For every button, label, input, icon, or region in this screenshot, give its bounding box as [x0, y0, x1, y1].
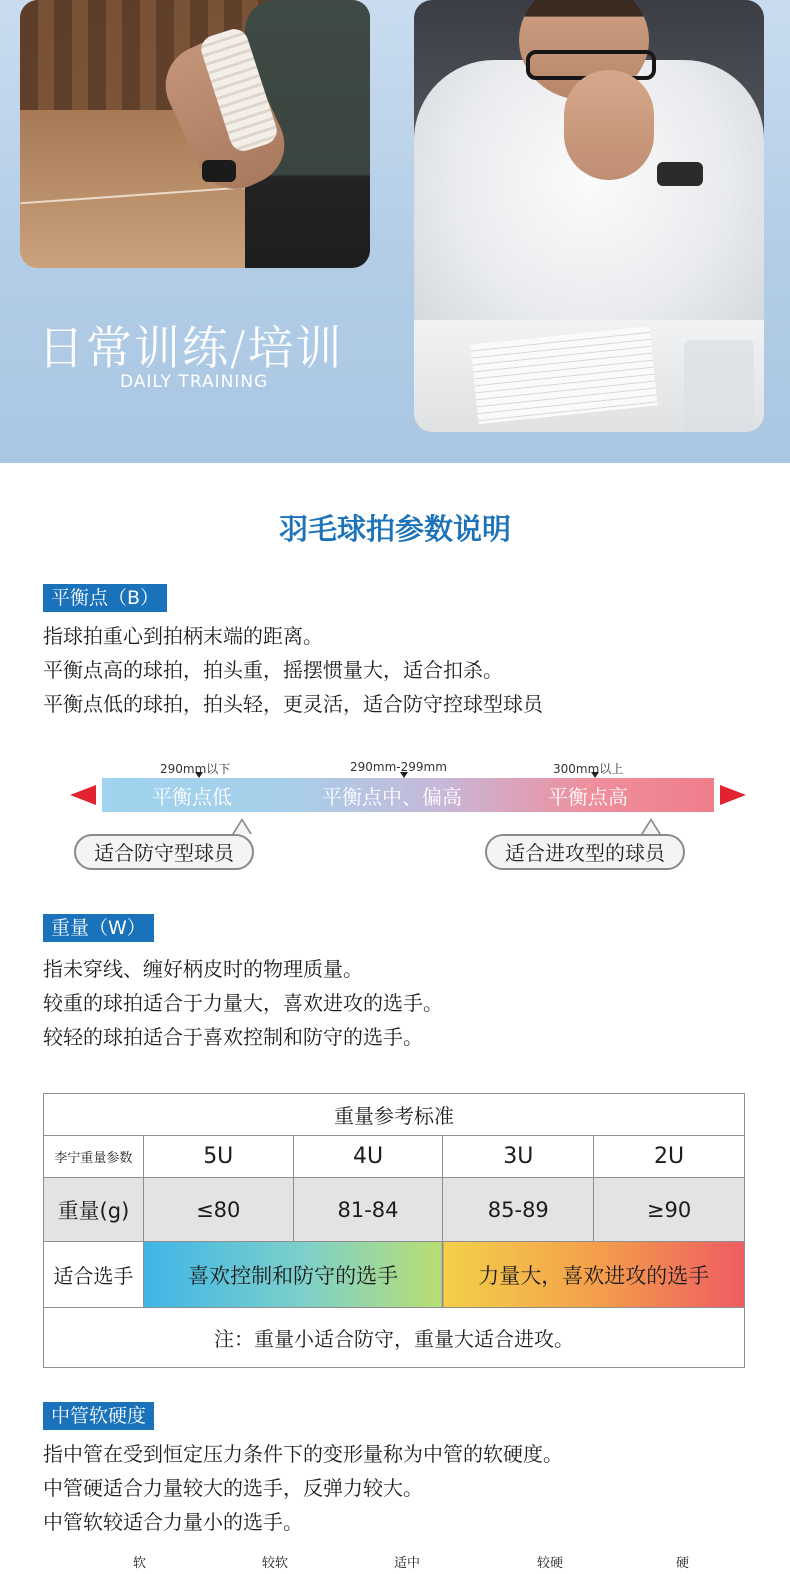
- photo-watch: [657, 162, 703, 186]
- table-row: [44, 1178, 745, 1242]
- label-high: 平衡点高: [548, 785, 628, 809]
- row-header: 李宁重量参数: [44, 1136, 144, 1178]
- balance-scale: [0, 752, 790, 882]
- page-title: 羽毛球拍参数说明: [278, 512, 511, 546]
- weight-line: 指未穿线、缠好柄皮时的物理质量。: [43, 957, 363, 981]
- weight-cell: ≤80: [143, 1178, 293, 1242]
- shaft-description: [43, 1437, 563, 1539]
- photo-desk: [414, 320, 764, 432]
- table-note: 注：重量小适合防守，重量大适合进攻。: [44, 1308, 745, 1368]
- range-mid: 290mm-299mm: [350, 760, 447, 774]
- balance-line: 平衡点低的球拍，拍头轻，更灵活，适合防守控球型球员: [43, 692, 543, 716]
- offensive-player-callout: 适合进攻型的球员: [485, 834, 685, 870]
- defensive-player-callout: 适合防守型球员: [74, 834, 254, 870]
- badminton-training-photo: [20, 0, 370, 268]
- label-mid: 平衡点中、偏高: [322, 785, 462, 809]
- light-player-cell: 喜欢控制和防守的选手: [143, 1242, 443, 1308]
- table-row: [44, 1136, 745, 1178]
- tired-man-photo: [414, 0, 764, 432]
- hero-banner: [0, 0, 790, 463]
- stiffness-label: 硬: [676, 1556, 690, 1571]
- hero-title: 日常训练/培训: [38, 321, 344, 375]
- callout-pointer: [232, 818, 252, 834]
- shaft-line: 中管软较适合力量小的选手。: [43, 1510, 303, 1534]
- weight-line: 较轻的球拍适合于喜欢控制和防守的选手。: [43, 1025, 423, 1049]
- shaft-tag: 中管软硬度: [43, 1402, 154, 1430]
- grade-cell: 5U: [143, 1136, 293, 1178]
- stiffness-label: 软: [133, 1556, 147, 1571]
- callout-pointer: [641, 818, 661, 834]
- weight-tag: 重量（W）: [43, 914, 154, 942]
- balance-line: 平衡点高的球拍，拍头重，摇摆惯量大，适合扣杀。: [43, 658, 503, 682]
- shaft-line: 中管硬适合力量较大的选手，反弹力较大。: [43, 1476, 423, 1500]
- weight-cell: ≥90: [594, 1178, 745, 1242]
- arrow-right-icon: [720, 785, 746, 805]
- stiffness-label: 较软: [262, 1556, 289, 1571]
- photo-watch: [202, 160, 236, 182]
- table-row: [44, 1242, 745, 1308]
- heavy-player-cell: 力量大，喜欢进攻的选手: [443, 1242, 745, 1308]
- weight-table: [43, 1093, 745, 1368]
- weight-cell: 81-84: [293, 1178, 443, 1242]
- photo-hand: [564, 70, 654, 180]
- weight-description: [43, 952, 443, 1054]
- label-low: 平衡点低: [152, 785, 232, 809]
- grade-cell: 2U: [594, 1136, 745, 1178]
- grade-cell: 3U: [443, 1136, 594, 1178]
- range-high: 300mm以上: [553, 762, 624, 776]
- row-header: 适合选手: [44, 1242, 144, 1308]
- table-row: [44, 1308, 745, 1368]
- grade-cell: 4U: [293, 1136, 443, 1178]
- hero-subtitle: DAILY TRAINING: [120, 372, 269, 392]
- table-caption: 重量参考标准: [44, 1094, 745, 1136]
- weight-cell: 85-89: [443, 1178, 594, 1242]
- photo-paper: [470, 326, 657, 424]
- weight-line: 较重的球拍适合于力量大，喜欢进攻的选手。: [43, 991, 443, 1015]
- arrow-left-icon: [70, 785, 96, 805]
- balance-line: 指球拍重心到拍柄末端的距离。: [43, 624, 323, 648]
- shaft-line: 指中管在受到恒定压力条件下的变形量称为中管的软硬度。: [43, 1442, 563, 1466]
- balance-description: [43, 619, 543, 721]
- stiffness-label: 适中: [394, 1556, 421, 1571]
- row-header: 重量(g): [44, 1178, 144, 1242]
- stiffness-label: 较硬: [537, 1556, 564, 1571]
- photo-pen-cup: [684, 340, 754, 432]
- range-low: 290mm以下: [160, 762, 231, 776]
- balance-tag: 平衡点（B）: [43, 584, 167, 612]
